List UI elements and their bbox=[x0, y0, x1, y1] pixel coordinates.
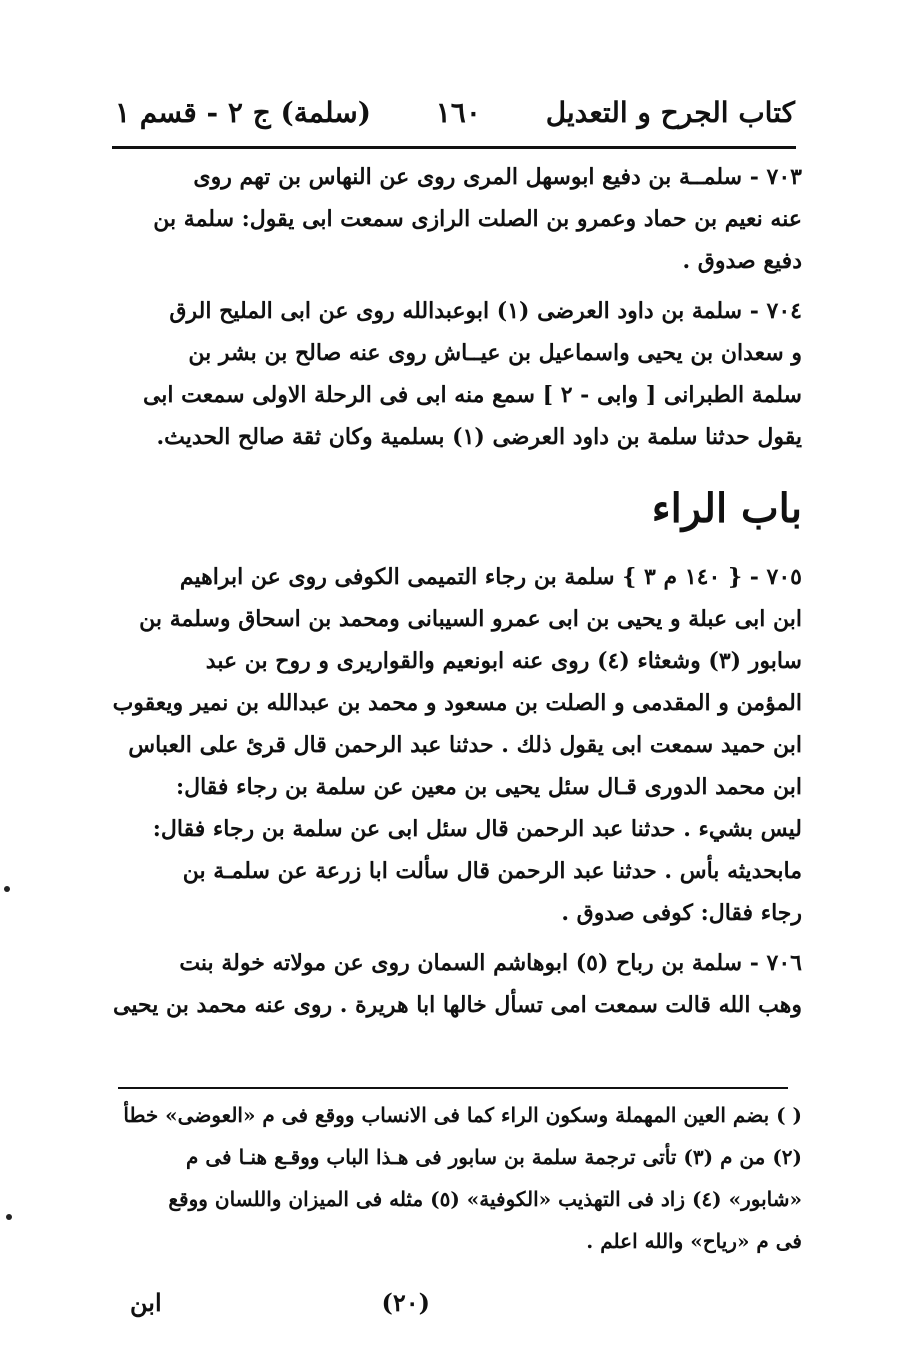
header-rule bbox=[112, 146, 796, 149]
book-title: كتاب الجرح و التعديل bbox=[545, 95, 795, 129]
volume-section: (سلمة) ج ٢ - قسم ١ bbox=[115, 95, 371, 129]
entry-706 bbox=[112, 942, 802, 1026]
page-signature bbox=[130, 1288, 430, 1317]
entry-line: مابحديثه بأس . حدثنا عبد الرحمن قال سألت ابا زرعة عن سلمـة بن bbox=[182, 858, 802, 884]
footnote-line: (٢) من م (٣) تأتى ترجمة سلمة بن سابور فى هـذا الباب ووقـع هنـا فى م bbox=[186, 1145, 802, 1169]
footnote-rule bbox=[118, 1087, 788, 1089]
entry-703 bbox=[112, 156, 802, 282]
entry-line: عنه نعيم بن حماد وعمرو بن الصلت الرازى سمعت ابى يقول: سلمة بن bbox=[153, 206, 802, 232]
entry-line: ٧٠٣ - سلمــة بن دفيع ابوسهل المرى روى عن النهاس بن تهم روى bbox=[193, 164, 802, 190]
entry-705 bbox=[112, 556, 802, 934]
margin-speck bbox=[4, 886, 10, 892]
entry-line: المؤمن و المقدمى و الصلت بن مسعود و محمد بن عبدالله بن نمير ويعقوب bbox=[112, 690, 802, 716]
entry-line: رجاء فقال: كوفى صدوق . bbox=[561, 900, 802, 926]
footnote-line: ( ) بضم العين المهملة وسكون الراء كما فى الانساب ووقع فى م «العوضى» خطأ bbox=[123, 1103, 802, 1127]
entry-line: ابن محمد الدورى قـال سئل يحيى بن معين عن سلمة بن رجاء فقال: bbox=[175, 774, 802, 800]
footnote-line: «شابور» (٤) زاد فى التهذيب «الكوفية» (٥) مثله فى الميزان واللسان ووقع bbox=[168, 1187, 802, 1211]
entry-line: دفيع صدوق . bbox=[682, 248, 802, 274]
catchword: ابن bbox=[130, 1288, 162, 1317]
running-header bbox=[115, 88, 795, 136]
footnotes bbox=[112, 1094, 802, 1262]
entry-line: يقول حدثنا سلمة بن داود العرضى (١) بسلمية وكان ثقة صالح الحديث. bbox=[156, 424, 802, 450]
entry-line: ليس بشيء . حدثنا عبد الرحمن قال سئل ابى عن سلمة بن رجاء فقال: bbox=[152, 816, 802, 842]
entry-704 bbox=[112, 290, 802, 458]
entry-line: ٧٠٥ - { ١٤٠ م ٣ } سلمة بن رجاء التميمى الكوفى روى عن ابراهيم bbox=[179, 564, 802, 590]
entry-line: ابن ابى عبلة و يحيى بن ابى عمرو السيبانى ومحمد بن اسحاق وسلمة بن bbox=[139, 606, 802, 632]
entry-line: و سعدان بن يحيى واسماعيل بن عيــاش روى عنه صالح بن بشر بن bbox=[188, 340, 802, 366]
entry-line: وهب الله قالت سمعت امى تسأل خالها ابا هريرة . روى عنه محمد بن يحيى bbox=[113, 992, 802, 1018]
entry-line: سلمة الطبرانى [ وابى - ٢ ] سمع منه ابى فى الرحلة الاولى سمعت ابى bbox=[142, 382, 802, 408]
entry-line: سابور (٣) وشعثاء (٤) روى عنه ابونعيم والقواريرى و روح بن عبد bbox=[205, 648, 802, 674]
entry-line: ٧٠٤ - سلمة بن داود العرضى (١) ابوعبدالله روى عن ابى المليح الرق bbox=[169, 298, 802, 324]
main-text bbox=[112, 156, 802, 1026]
footnote-line: فى م «رياح» والله اعلم . bbox=[586, 1229, 802, 1253]
entry-line: ابن حميد سمعت ابى يقول ذلك . حدثنا عبد الرحمن قال قرئ على العباس bbox=[128, 732, 802, 758]
section-heading: باب الراء bbox=[651, 485, 802, 532]
margin-speck bbox=[6, 1214, 12, 1220]
entry-line: ٧٠٦ - سلمة بن رباح (٥) ابوهاشم السمان روى عن مولاته خولة بنت bbox=[179, 950, 802, 976]
sheet-number: (٢٠) bbox=[381, 1288, 430, 1317]
page-number: ١٦٠ bbox=[435, 95, 481, 129]
